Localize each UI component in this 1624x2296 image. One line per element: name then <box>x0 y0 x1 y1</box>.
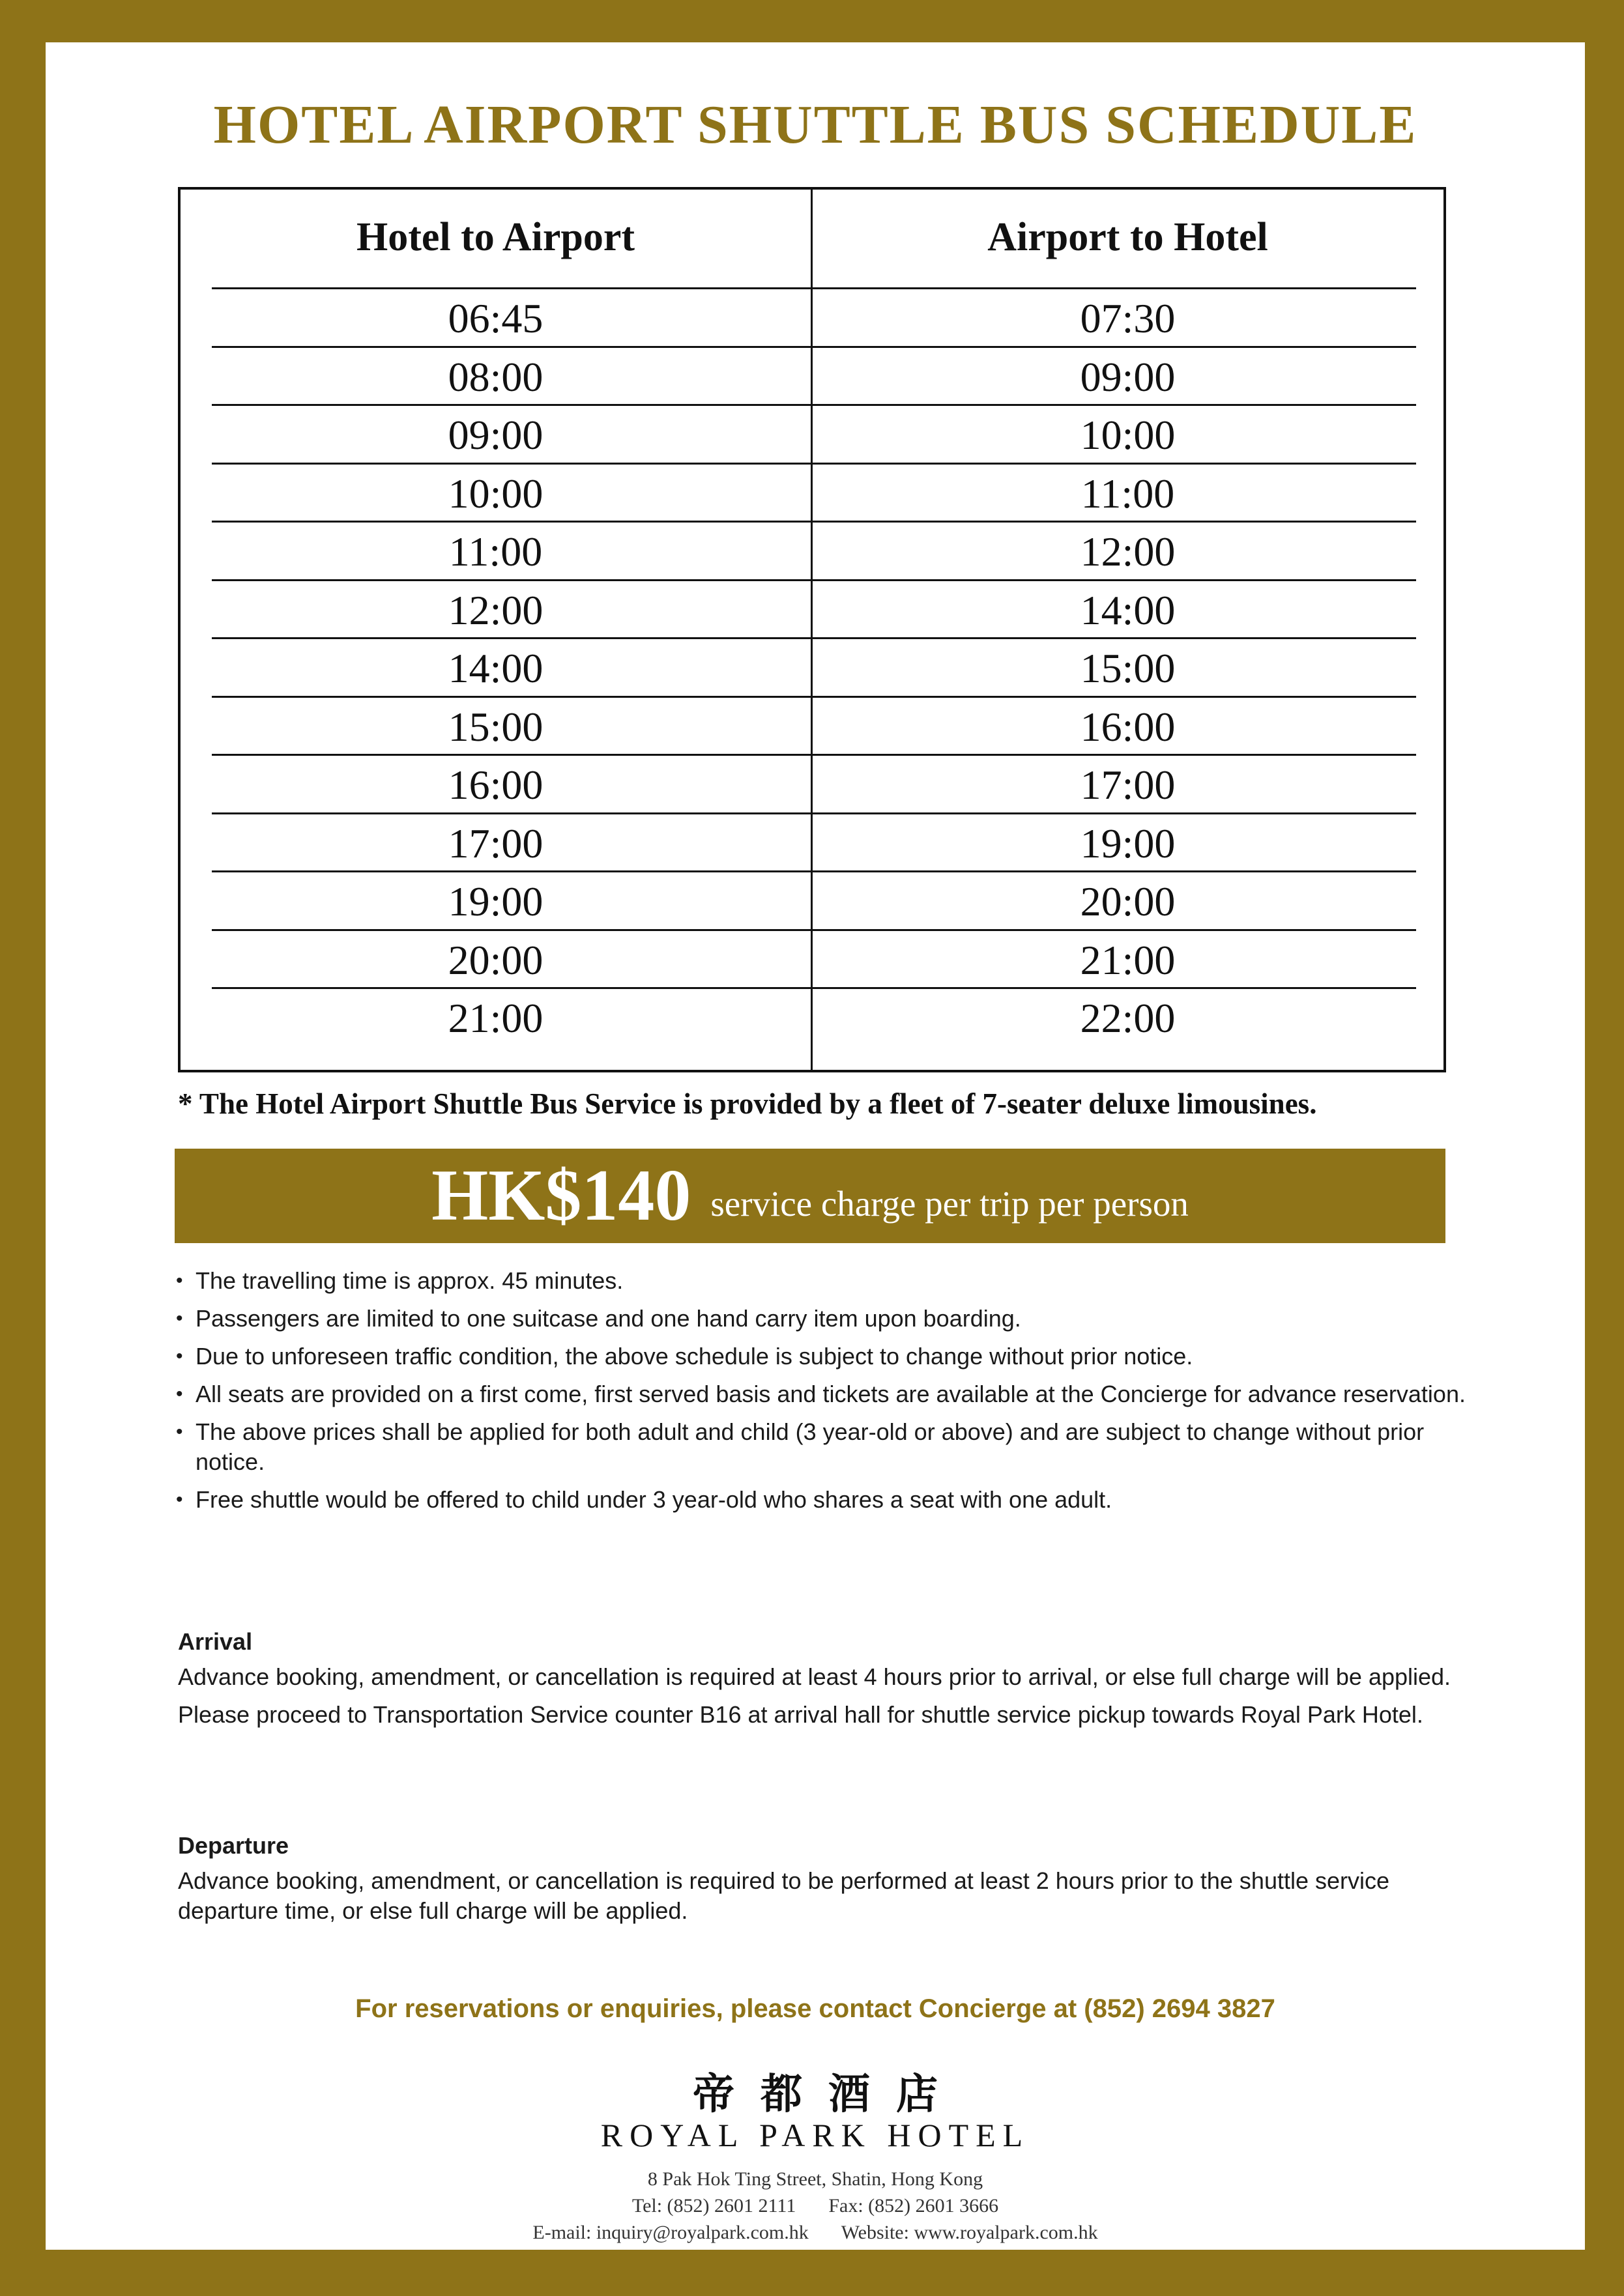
hotel-web-line <box>46 2222 1585 2244</box>
airport-to-hotel-time: 22:00 <box>1080 995 1176 1041</box>
notes-list <box>176 1266 1466 1523</box>
hotel-to-airport-time: 12:00 <box>448 586 544 633</box>
hotel-phone-line <box>46 2195 1585 2217</box>
price-banner <box>175 1149 1445 1243</box>
hotel-to-airport-time: 10:00 <box>448 470 544 517</box>
table-row <box>181 289 1443 348</box>
schedule-sheet <box>46 42 1585 2250</box>
note-item: • The travelling time is approx. 45 minutes. <box>176 1266 1466 1296</box>
hotel-address: 8 Pak Hok Ting Street, Shatin, Hong Kong <box>647 2168 983 2190</box>
hotel-fax: Fax: (852) 2601 3666 <box>828 2195 999 2217</box>
airport-to-hotel-time: 16:00 <box>1080 703 1176 750</box>
table-row <box>181 523 1443 581</box>
arrival-section <box>178 1627 1468 1738</box>
table-row <box>181 639 1443 698</box>
hotel-name-chinese: 帝都酒店 <box>693 2071 964 2117</box>
hotel-to-airport-time: 21:00 <box>448 995 544 1041</box>
departure-heading: Departure <box>178 1832 289 1859</box>
price-description: service charge per trip per person <box>710 1184 1189 1224</box>
hotel-email: E-mail: inquiry@royalpark.com.hk <box>532 2222 809 2243</box>
airport-to-hotel-time: 21:00 <box>1080 936 1176 983</box>
table-row <box>181 872 1443 931</box>
note-item: • All seats are provided on a first come, first served basis and tickets are available at the Concierge for advance reservation. <box>176 1379 1466 1409</box>
arrival-heading: Arrival <box>178 1628 253 1655</box>
table-row <box>181 756 1443 814</box>
arrival-paragraph: Advance booking, amendment, or cancellation is required at least 4 hours prior to arrival, or else full charge will be applied. <box>178 1663 1451 1690</box>
table-row <box>181 931 1443 990</box>
departure-paragraph: Advance booking, amendment, or cancellation is required to be performed at least 2 hours prior to the shuttle service departure time, or else full charge will be applied. <box>178 1867 1390 1924</box>
table-row <box>181 814 1443 873</box>
airport-to-hotel-time: 14:00 <box>1080 586 1176 633</box>
airport-to-hotel-time: 15:00 <box>1080 645 1176 691</box>
page-title: HOTEL AIRPORT SHUTTLE BUS SCHEDULE <box>213 94 1417 155</box>
hotel-to-airport-time: 17:00 <box>448 820 544 867</box>
note-item: • Due to unforeseen traffic condition, the above schedule is subject to change without prior notice. <box>176 1342 1466 1371</box>
hotel-tel: Tel: (852) 2601 2111 <box>631 2195 796 2217</box>
price-amount: HK$140 <box>431 1155 691 1236</box>
contact-line: For reservations or enquiries, please contact Concierge at (852) 2694 3827 <box>355 1994 1275 2023</box>
column-header-airport-to-hotel: Airport to Hotel <box>987 215 1268 259</box>
hotel-to-airport-time: 06:45 <box>448 295 544 341</box>
hotel-to-airport-time: 14:00 <box>448 645 544 691</box>
hotel-name-english: ROYAL PARK HOTEL <box>600 2117 1030 2153</box>
schedule-table <box>178 187 1446 1072</box>
hotel-website: Website: www.royalpark.com.hk <box>841 2222 1098 2243</box>
note-item: • Passengers are limited to one suitcase and one hand carry item upon boarding. <box>176 1304 1466 1334</box>
table-row <box>181 406 1443 465</box>
hotel-to-airport-time: 19:00 <box>448 878 544 925</box>
hotel-to-airport-time: 08:00 <box>448 353 544 400</box>
column-header-hotel-to-airport: Hotel to Airport <box>356 215 635 259</box>
departure-section <box>178 1831 1468 1934</box>
schedule-rows <box>181 289 1443 1048</box>
airport-to-hotel-time: 19:00 <box>1080 820 1176 867</box>
hotel-to-airport-time: 15:00 <box>448 703 544 750</box>
arrival-paragraph: Please proceed to Transportation Service counter B16 at arrival hall for shuttle service pickup towards Royal Park Hotel. <box>178 1701 1423 1728</box>
hotel-to-airport-time: 16:00 <box>448 762 544 808</box>
table-row <box>181 698 1443 756</box>
airport-to-hotel-time: 09:00 <box>1080 353 1176 400</box>
fleet-note: * The Hotel Airport Shuttle Bus Service is provided by a fleet of 7-seater deluxe limousines. <box>178 1087 1317 1120</box>
table-row <box>181 348 1443 407</box>
airport-to-hotel-time: 10:00 <box>1080 412 1176 458</box>
airport-to-hotel-time: 12:00 <box>1080 528 1176 575</box>
airport-to-hotel-time: 17:00 <box>1080 762 1176 808</box>
table-row <box>181 581 1443 640</box>
hotel-to-airport-time: 11:00 <box>448 528 543 575</box>
hotel-to-airport-time: 09:00 <box>448 412 544 458</box>
airport-to-hotel-time: 20:00 <box>1080 878 1176 925</box>
table-row <box>181 989 1443 1048</box>
note-item: • Free shuttle would be offered to child under 3 year-old who shares a seat with one adult. <box>176 1485 1466 1515</box>
table-row <box>181 465 1443 523</box>
airport-to-hotel-time: 07:30 <box>1080 295 1176 341</box>
airport-to-hotel-time: 11:00 <box>1080 470 1175 517</box>
note-item: • The above prices shall be applied for both adult and child (3 year-old or above) and are subject to change without prior notice. <box>176 1417 1466 1477</box>
hotel-to-airport-time: 20:00 <box>448 936 544 983</box>
